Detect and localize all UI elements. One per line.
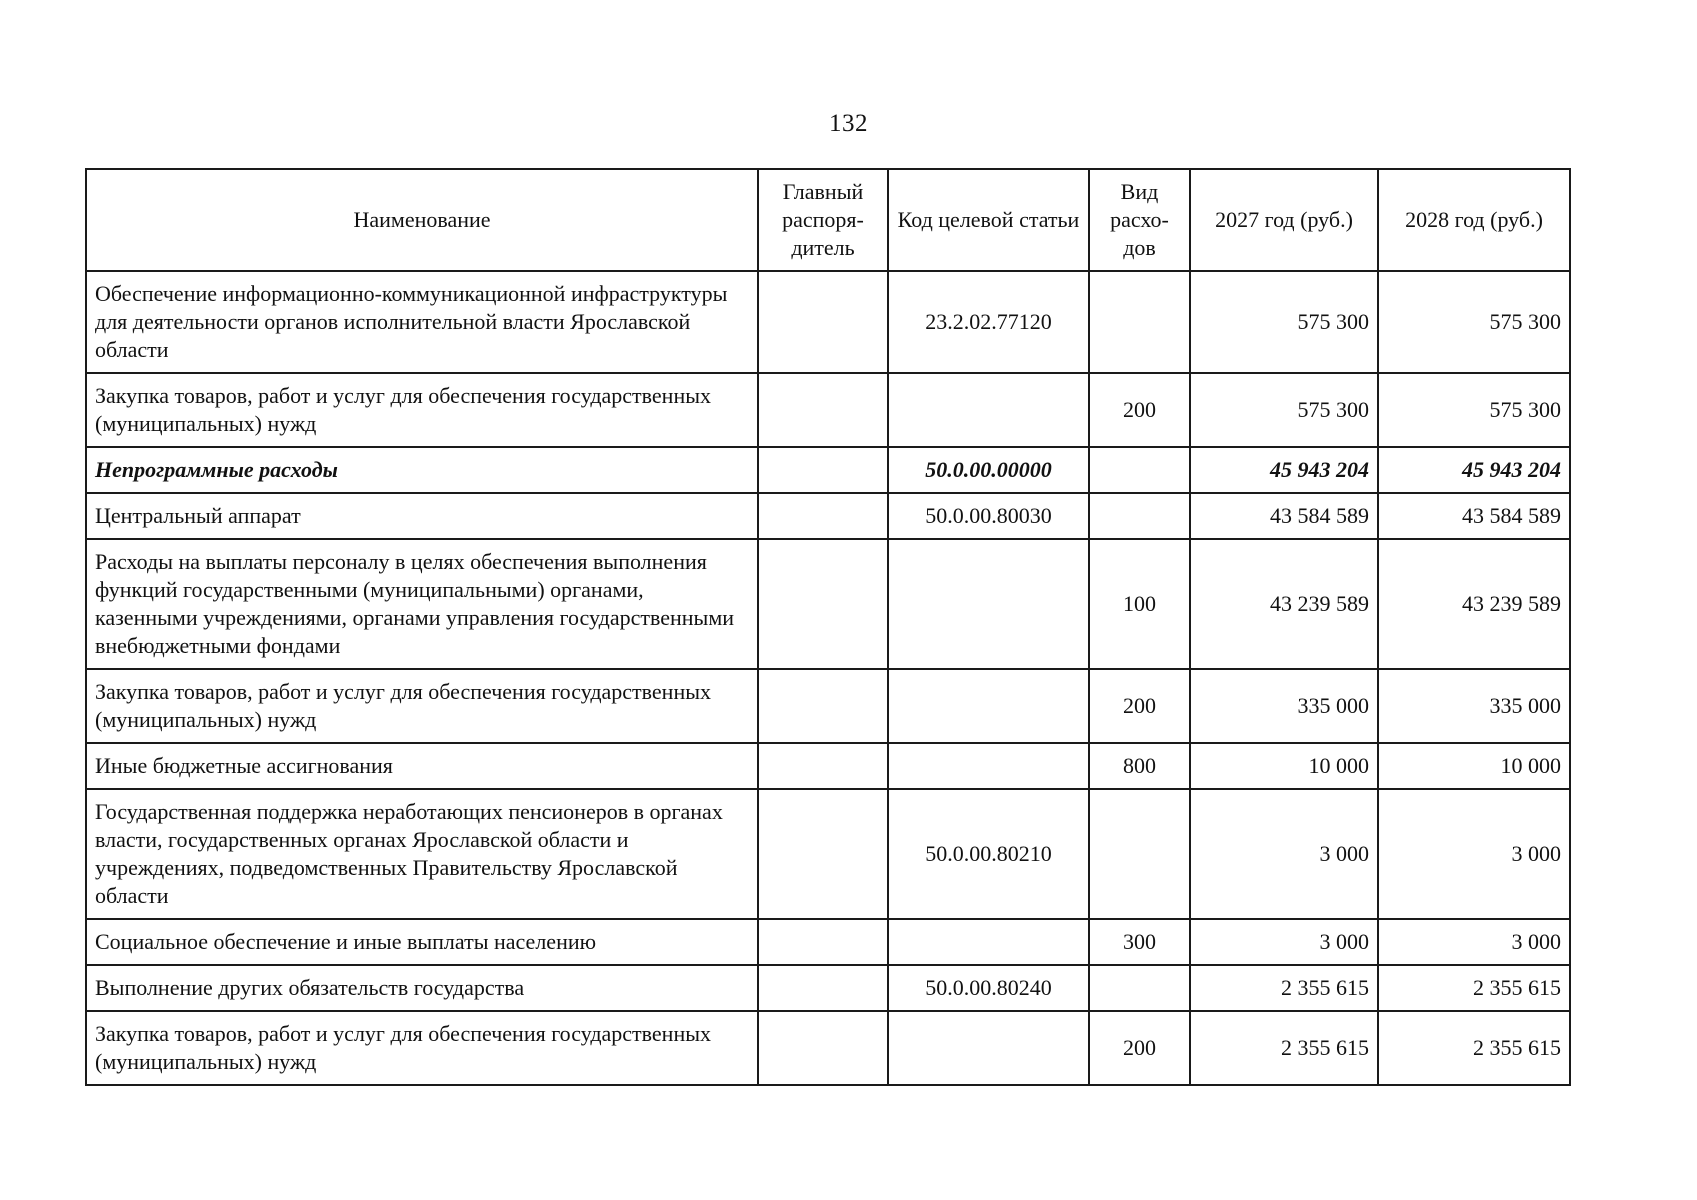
row-main-manager xyxy=(758,539,888,669)
table-row xyxy=(86,743,1570,789)
row-amount-2027: 335 000 xyxy=(1190,669,1378,743)
table-row xyxy=(86,373,1570,447)
row-amount-2027: 2 355 615 xyxy=(1190,1011,1378,1085)
row-expense-type xyxy=(1089,789,1190,919)
row-main-manager xyxy=(758,373,888,447)
row-main-manager xyxy=(758,789,888,919)
row-main-manager xyxy=(758,919,888,965)
row-amount-2028: 575 300 xyxy=(1378,271,1570,373)
row-expense-type: 200 xyxy=(1089,669,1190,743)
row-name: Закупка товаров, работ и услуг для обеспечения государственных (муниципальных) нужд xyxy=(86,1011,758,1085)
row-expense-type: 200 xyxy=(1089,1011,1190,1085)
row-name: Обеспечение информационно-коммуникационной инфраструктуры для деятельности органов исполнительной власти Ярославской области xyxy=(86,271,758,373)
row-expense-type xyxy=(1089,271,1190,373)
row-amount-2027: 45 943 204 xyxy=(1190,447,1378,493)
row-main-manager xyxy=(758,271,888,373)
row-amount-2028: 575 300 xyxy=(1378,373,1570,447)
row-expense-type: 300 xyxy=(1089,919,1190,965)
row-target-code: 50.0.00.80030 xyxy=(888,493,1089,539)
row-name: Социальное обеспечение и иные выплаты населению xyxy=(86,919,758,965)
row-name: Иные бюджетные ассигнования xyxy=(86,743,758,789)
row-main-manager xyxy=(758,1011,888,1085)
row-name: Государственная поддержка неработающих пенсионеров в органах власти, государственных органах Ярославской области и учреждениях, подведомственных Правительству Ярославской области xyxy=(86,789,758,919)
row-amount-2028: 335 000 xyxy=(1378,669,1570,743)
row-amount-2027: 2 355 615 xyxy=(1190,965,1378,1011)
table-row xyxy=(86,1011,1570,1085)
table-row xyxy=(86,447,1570,493)
row-target-code xyxy=(888,373,1089,447)
table-row xyxy=(86,539,1570,669)
header-target-code: Код целевой статьи xyxy=(888,169,1089,271)
budget-table xyxy=(85,168,1571,1086)
row-amount-2028: 3 000 xyxy=(1378,789,1570,919)
page-number: 132 xyxy=(829,110,868,137)
row-amount-2027: 3 000 xyxy=(1190,789,1378,919)
row-name: Закупка товаров, работ и услуг для обеспечения государственных (муниципальных) нужд xyxy=(86,373,758,447)
row-expense-type: 100 xyxy=(1089,539,1190,669)
row-expense-type xyxy=(1089,447,1190,493)
table-row xyxy=(86,789,1570,919)
row-amount-2028: 43 584 589 xyxy=(1378,493,1570,539)
header-year-2027: 2027 год (руб.) xyxy=(1190,169,1378,271)
row-amount-2028: 43 239 589 xyxy=(1378,539,1570,669)
row-name: Центральный аппарат xyxy=(86,493,758,539)
row-amount-2028: 2 355 615 xyxy=(1378,1011,1570,1085)
row-expense-type xyxy=(1089,493,1190,539)
header-expense-type: Вид расхо-дов xyxy=(1089,169,1190,271)
row-target-code xyxy=(888,919,1089,965)
row-amount-2028: 45 943 204 xyxy=(1378,447,1570,493)
table-row xyxy=(86,669,1570,743)
row-target-code xyxy=(888,743,1089,789)
row-target-code: 50.0.00.80210 xyxy=(888,789,1089,919)
row-name: Непрограммные расходы xyxy=(86,447,758,493)
row-expense-type xyxy=(1089,965,1190,1011)
row-main-manager xyxy=(758,743,888,789)
row-amount-2027: 43 239 589 xyxy=(1190,539,1378,669)
row-amount-2027: 3 000 xyxy=(1190,919,1378,965)
row-amount-2027: 575 300 xyxy=(1190,373,1378,447)
row-name: Закупка товаров, работ и услуг для обеспечения государственных (муниципальных) нужд xyxy=(86,669,758,743)
row-name: Выполнение других обязательств государства xyxy=(86,965,758,1011)
row-amount-2028: 10 000 xyxy=(1378,743,1570,789)
row-amount-2027: 10 000 xyxy=(1190,743,1378,789)
row-amount-2027: 43 584 589 xyxy=(1190,493,1378,539)
row-expense-type: 800 xyxy=(1089,743,1190,789)
table-row xyxy=(86,919,1570,965)
row-main-manager xyxy=(758,493,888,539)
row-target-code: 50.0.00.80240 xyxy=(888,965,1089,1011)
header-year-2028: 2028 год (руб.) xyxy=(1378,169,1570,271)
table-row xyxy=(86,271,1570,373)
row-target-code xyxy=(888,1011,1089,1085)
row-target-code xyxy=(888,669,1089,743)
table-header-row xyxy=(86,169,1570,271)
row-target-code: 23.2.02.77120 xyxy=(888,271,1089,373)
table-row xyxy=(86,493,1570,539)
header-main-manager: Главный распоря-дитель xyxy=(758,169,888,271)
row-main-manager xyxy=(758,447,888,493)
row-name: Расходы на выплаты персоналу в целях обеспечения выполнения функций государственными (муниципальными) органами, казенными учреждениями, органами управления государственными внебюджетными фондами xyxy=(86,539,758,669)
table-row xyxy=(86,965,1570,1011)
row-amount-2028: 2 355 615 xyxy=(1378,965,1570,1011)
row-amount-2028: 3 000 xyxy=(1378,919,1570,965)
row-target-code: 50.0.00.00000 xyxy=(888,447,1089,493)
header-name: Наименование xyxy=(86,169,758,271)
row-expense-type: 200 xyxy=(1089,373,1190,447)
row-main-manager xyxy=(758,669,888,743)
row-amount-2027: 575 300 xyxy=(1190,271,1378,373)
row-main-manager xyxy=(758,965,888,1011)
row-target-code xyxy=(888,539,1089,669)
